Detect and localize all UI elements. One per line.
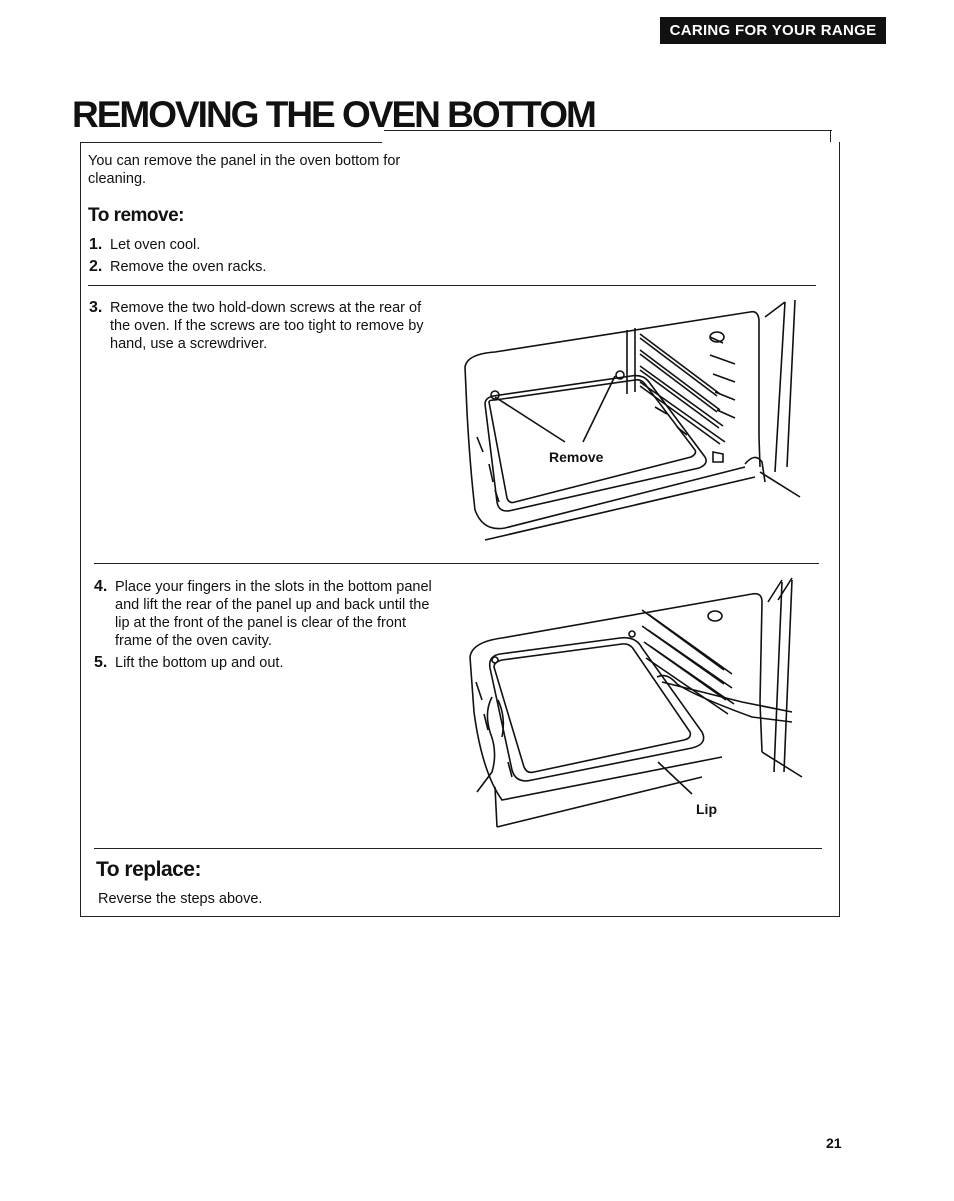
step-4 [94, 578, 439, 650]
step-text: Let oven cool. [110, 237, 201, 253]
divider [94, 563, 819, 564]
replace-text: Reverse the steps above. [98, 891, 263, 907]
oven-screws-figure [455, 292, 815, 554]
step-5 [94, 654, 439, 672]
step-text: Lift the bottom up and out. [115, 655, 284, 671]
lip-callout-label: Lip [696, 801, 717, 817]
step-3 [89, 299, 434, 353]
intro-text: You can remove the panel in the oven bottom for cleaning. [88, 153, 401, 187]
step-number: 4. [94, 578, 108, 595]
title-rule [384, 130, 832, 131]
remove-callout-label: Remove [549, 449, 604, 465]
step-number: 1. [89, 236, 103, 253]
step-text: Place your fingers in the slots in the bottom panel and lift the rear of the panel up and back until the lip at the front of the panel is clear of the front frame of the oven cavity. [115, 579, 432, 649]
to-remove-heading: To remove: [88, 205, 185, 226]
step-text: Remove the two hold-down screws at the rear of the oven. If the screws are too tight to remove by hand, use a screwdriver. [110, 300, 424, 352]
step-text: Remove the oven racks. [110, 259, 267, 275]
page-title: REMOVING THE OVEN BOTTOM [72, 94, 595, 135]
step-1 [89, 236, 434, 254]
section-tab: CARING FOR YOUR RANGE [660, 17, 886, 44]
to-replace-heading: To replace: [96, 858, 201, 881]
page-number: 21 [826, 1135, 842, 1151]
content-box-corner [830, 130, 831, 142]
divider [88, 285, 816, 286]
step-number: 5. [94, 654, 108, 671]
divider [94, 848, 822, 849]
step-2 [89, 258, 434, 276]
step-number: 2. [89, 258, 103, 275]
oven-lift-panel-figure [462, 572, 817, 834]
step-number: 3. [89, 299, 103, 316]
